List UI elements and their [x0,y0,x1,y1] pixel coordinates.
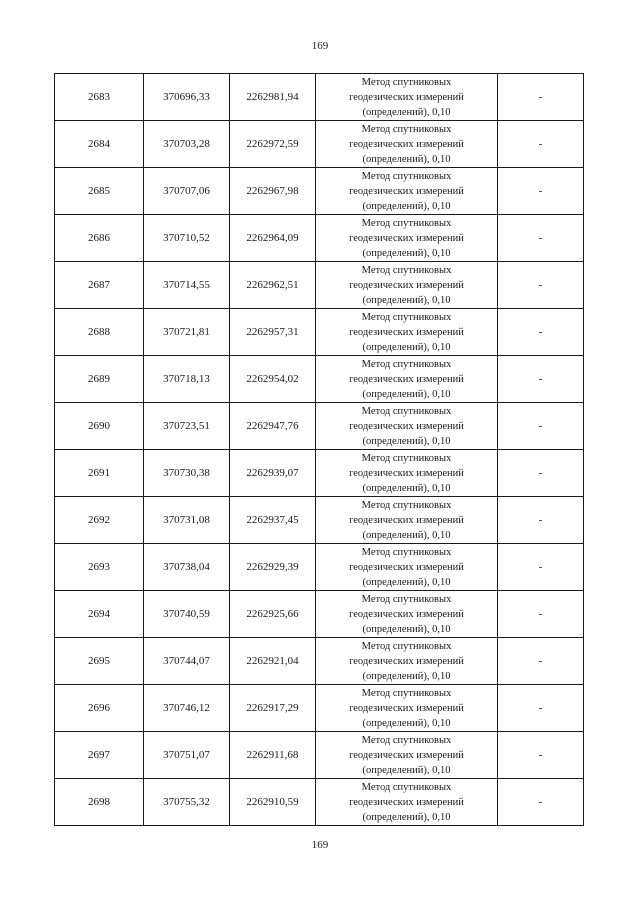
method-line: (определений), 0,10 [362,294,451,306]
x-coordinate-cell: 370746,12 [144,685,230,732]
table-row [55,121,584,168]
table-row [55,638,584,685]
method-line: (определений), 0,10 [362,811,451,823]
table-row [55,779,584,826]
table-row [55,262,584,309]
method-line: (определений), 0,10 [362,529,451,541]
y-coordinate-cell: 2262910,59 [230,779,316,826]
method-line: геодезических измерений [349,91,464,103]
method-line: (определений), 0,10 [362,670,451,682]
page-number-bottom: 169 [311,839,329,851]
y-coordinate-cell: 2262947,76 [230,403,316,450]
method-line: Метод спутниковых [361,358,452,370]
method-cell [316,403,498,450]
x-coordinate-cell: 370740,59 [144,591,230,638]
table-row [55,591,584,638]
y-coordinate-cell: 2262957,31 [230,309,316,356]
y-coordinate-cell: 2262925,66 [230,591,316,638]
note-cell: - [498,638,584,685]
method-line: геодезических измерений [349,796,464,808]
table-row [55,403,584,450]
y-coordinate-cell: 2262929,39 [230,544,316,591]
method-line: Метод спутниковых [361,217,452,229]
point-number-cell: 2686 [55,215,144,262]
method-line: (определений), 0,10 [362,200,451,212]
point-number-cell: 2683 [55,74,144,121]
note-cell: - [498,121,584,168]
note-cell: - [498,403,584,450]
method-cell [316,497,498,544]
method-cell [316,215,498,262]
table-row [55,497,584,544]
x-coordinate-cell: 370707,06 [144,168,230,215]
method-line: (определений), 0,10 [362,435,451,447]
method-line: Метод спутниковых [361,640,452,652]
x-coordinate-cell: 370744,07 [144,638,230,685]
method-cell [316,732,498,779]
point-number-cell: 2694 [55,591,144,638]
method-cell [316,168,498,215]
method-line: геодезических измерений [349,608,464,620]
note-cell: - [498,74,584,121]
table-row [55,732,584,779]
y-coordinate-cell: 2262937,45 [230,497,316,544]
method-cell [316,121,498,168]
method-line: (определений), 0,10 [362,106,451,118]
y-coordinate-cell: 2262972,59 [230,121,316,168]
y-coordinate-cell: 2262967,98 [230,168,316,215]
y-coordinate-cell: 2262954,02 [230,356,316,403]
point-number-cell: 2693 [55,544,144,591]
table-row [55,74,584,121]
x-coordinate-cell: 370730,38 [144,450,230,497]
method-cell [316,262,498,309]
y-coordinate-cell: 2262917,29 [230,685,316,732]
point-number-cell: 2692 [55,497,144,544]
note-cell: - [498,779,584,826]
method-line: геодезических измерений [349,467,464,479]
method-cell [316,356,498,403]
method-cell [316,591,498,638]
x-coordinate-cell: 370755,32 [144,779,230,826]
method-cell [316,685,498,732]
note-cell: - [498,168,584,215]
method-cell [316,450,498,497]
method-line: (определений), 0,10 [362,576,451,588]
method-line: (определений), 0,10 [362,388,451,400]
note-cell: - [498,544,584,591]
method-line: Метод спутниковых [361,687,452,699]
method-line: Метод спутниковых [361,546,452,558]
y-coordinate-cell: 2262911,68 [230,732,316,779]
method-line: (определений), 0,10 [362,764,451,776]
method-line: геодезических измерений [349,655,464,667]
method-line: геодезических измерений [349,185,464,197]
method-line: геодезических измерений [349,749,464,761]
table-row [55,215,584,262]
y-coordinate-cell: 2262939,07 [230,450,316,497]
point-number-cell: 2685 [55,168,144,215]
point-number-cell: 2687 [55,262,144,309]
point-number-cell: 2689 [55,356,144,403]
page-number-top: 169 [311,40,329,52]
method-line: Метод спутниковых [361,264,452,276]
method-line: Метод спутниковых [361,311,452,323]
y-coordinate-cell: 2262964,09 [230,215,316,262]
x-coordinate-cell: 370718,13 [144,356,230,403]
method-line: Метод спутниковых [361,734,452,746]
table-row [55,356,584,403]
point-number-cell: 2690 [55,403,144,450]
method-line: Метод спутниковых [361,76,452,88]
note-cell: - [498,685,584,732]
method-line: геодезических измерений [349,561,464,573]
x-coordinate-cell: 370710,52 [144,215,230,262]
x-coordinate-cell: 370751,07 [144,732,230,779]
x-coordinate-cell: 370696,33 [144,74,230,121]
point-number-cell: 2691 [55,450,144,497]
table-row [55,309,584,356]
y-coordinate-cell: 2262962,51 [230,262,316,309]
method-cell [316,309,498,356]
method-cell [316,779,498,826]
x-coordinate-cell: 370703,28 [144,121,230,168]
method-line: Метод спутниковых [361,781,452,793]
method-line: геодезических измерений [349,514,464,526]
x-coordinate-cell: 370731,08 [144,497,230,544]
point-number-cell: 2695 [55,638,144,685]
method-line: (определений), 0,10 [362,482,451,494]
note-cell: - [498,497,584,544]
y-coordinate-cell: 2262921,04 [230,638,316,685]
method-line: геодезических измерений [349,279,464,291]
x-coordinate-cell: 370723,51 [144,403,230,450]
note-cell: - [498,309,584,356]
point-number-cell: 2688 [55,309,144,356]
method-line: Метод спутниковых [361,123,452,135]
method-cell [316,74,498,121]
method-line: геодезических измерений [349,373,464,385]
y-coordinate-cell: 2262981,94 [230,74,316,121]
table-row [55,685,584,732]
note-cell: - [498,356,584,403]
method-line: (определений), 0,10 [362,717,451,729]
method-line: геодезических измерений [349,232,464,244]
table-row [55,168,584,215]
method-cell [316,544,498,591]
point-number-cell: 2698 [55,779,144,826]
note-cell: - [498,591,584,638]
method-line: геодезических измерений [349,326,464,338]
method-line: геодезических измерений [349,138,464,150]
method-cell [316,638,498,685]
x-coordinate-cell: 370721,81 [144,309,230,356]
x-coordinate-cell: 370738,04 [144,544,230,591]
method-line: (определений), 0,10 [362,247,451,259]
method-line: Метод спутниковых [361,593,452,605]
method-line: (определений), 0,10 [362,623,451,635]
method-line: геодезических измерений [349,420,464,432]
table-row [55,450,584,497]
coordinates-table-body [55,74,584,826]
table-row [55,544,584,591]
method-line: Метод спутниковых [361,499,452,511]
method-line: (определений), 0,10 [362,153,451,165]
x-coordinate-cell: 370714,55 [144,262,230,309]
method-line: геодезических измерений [349,702,464,714]
note-cell: - [498,215,584,262]
point-number-cell: 2697 [55,732,144,779]
method-line: Метод спутниковых [361,170,452,182]
method-line: Метод спутниковых [361,452,452,464]
method-line: (определений), 0,10 [362,341,451,353]
coordinates-table [54,73,584,826]
point-number-cell: 2684 [55,121,144,168]
note-cell: - [498,450,584,497]
note-cell: - [498,732,584,779]
method-line: Метод спутниковых [361,405,452,417]
point-number-cell: 2696 [55,685,144,732]
note-cell: - [498,262,584,309]
